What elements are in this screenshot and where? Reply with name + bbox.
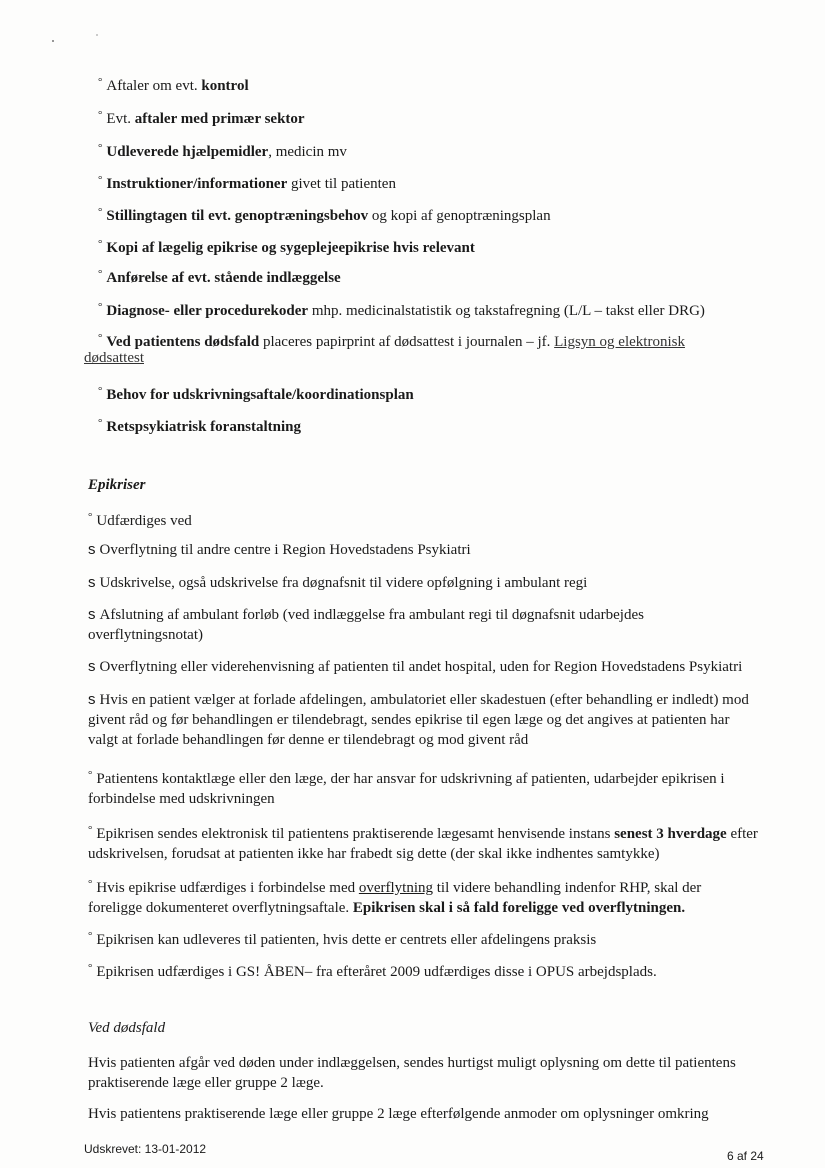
bullet-bold: Epikrisen skal i så fald foreligge ved overflytningen. [352, 900, 686, 916]
bullet-text: Epikrisen sendes elektronisk til patientens praktiserende lægesamt henvisende instans [96, 826, 615, 842]
bullet-text: Patientens kontaktlæge eller den læge, der har ansvar for udskrivning af patienten, udarbejder epikrisen i forbindelse med udskrivningen [88, 771, 725, 807]
overflytning-link[interactable]: overflytning [358, 880, 434, 896]
bullet-text: Overflytning eller viderehenvisning af patienten til andet hospital, uden for Region Hovedstadens Psykiatri [99, 659, 743, 675]
ligsyn-link-text[interactable]: dødsattest [84, 350, 144, 366]
bullet-bold: Kopi af lægelig epikrise og sygeplejeepikrise hvis relevant [106, 240, 475, 256]
bullet-text: Udskrivelse, også udskrivelse fra døgnafsnit til videre opfølgning i ambulant regi [99, 575, 588, 591]
s-bullet-item [88, 690, 758, 750]
section-heading-epikriser: Epikriser [88, 477, 146, 493]
bullet-marker: ° [98, 238, 103, 250]
print-date: Udskrevet: 13-01-2012 [84, 1142, 207, 1156]
bullet-marker: ° [88, 878, 93, 890]
bullet-marker: ° [88, 824, 93, 836]
page-number: 6 af 24 [727, 1149, 764, 1163]
bullet-text: Aftaler om evt. [106, 78, 202, 94]
bullet-bold: Instruktioner/informationer [106, 176, 288, 192]
bullet-text: Hvis epikrise udfærdiges i forbindelse med [96, 880, 359, 896]
bullet-item [88, 927, 596, 949]
bullet-marker: ° [98, 301, 103, 313]
s-bullet-item [88, 574, 587, 592]
bullet-item [88, 508, 192, 530]
s-bullet-item [88, 605, 688, 645]
bullet-marker: ° [98, 417, 103, 429]
bullet-text: Epikrisen kan udleveres til patienten, hvis dette er centrets eller afdelingens praksis [96, 932, 597, 948]
bullet-bold: Anførelse af evt. stående indlæggelse [106, 270, 341, 286]
s-marker: s [88, 574, 96, 591]
bullet-text: efter udskrivelsen, forudsat at patienten ikke har frabedt sig dette (der skal ikke indhentes samtykke) [88, 826, 758, 862]
bullet-item-rhp [88, 874, 728, 918]
bullet-item [88, 820, 758, 864]
s-marker: s [88, 658, 96, 675]
bullet-marker: ° [88, 962, 93, 974]
bullet-marker: ° [88, 769, 93, 781]
bullet-item [88, 959, 657, 981]
bullet-text: Evt. [106, 111, 135, 127]
section-heading-dodsfald: Ved dødsfald [88, 1020, 166, 1036]
ligsyn-link[interactable]: Ligsyn og elektronisk [554, 334, 685, 350]
bullet-text: Overflytning til andre centre i Region Hovedstadens Psykiatri [99, 542, 471, 558]
s-marker: s [88, 691, 96, 708]
bullet-bold: Diagnose- eller procedurekoder [106, 303, 309, 319]
bullet-bold: Behov for udskrivningsaftale/koordinationsplan [106, 387, 414, 403]
bullet-item [98, 265, 341, 287]
bullet-bold: Stillingtagen til evt. genoptræningsbehov [106, 208, 369, 224]
bullet-marker: ° [98, 206, 103, 218]
dodsfald-paragraph: Hvis patienten afgår ved døden under indlæggelsen, sendes hurtigst muligt oplysning om dette til patientens praktiserende læge eller gruppe 2 læge. [88, 1055, 736, 1091]
bullet-item [98, 298, 705, 320]
bullet-item [98, 414, 301, 436]
bullet-marker: ° [98, 142, 103, 154]
bullet-item [98, 139, 347, 161]
s-marker: s [88, 606, 96, 623]
bullet-bold: Retspsykiatrisk foranstaltning [106, 419, 302, 435]
scan-speck [96, 34, 98, 36]
s-marker: s [88, 541, 96, 558]
bullet-text: Udfærdiges ved [96, 513, 192, 529]
ligsyn-link-continued[interactable] [84, 349, 144, 367]
bullet-text: Epikrisen udfærdiges i GS! ÅBEN– fra efteråret 2009 udfærdiges disse i OPUS arbejdsplads. [96, 964, 657, 980]
bullet-item [98, 171, 396, 193]
bullet-bold: aftaler med primær sektor [134, 111, 305, 127]
dodsfald-paragraph: Hvis patientens praktiserende læge eller gruppe 2 læge efterfølgende anmoder om oplysninger omkring [88, 1106, 709, 1122]
bullet-marker: ° [88, 930, 93, 942]
bullet-item [98, 235, 475, 257]
bullet-bold: Udleverede hjælpemidler [106, 144, 269, 160]
s-bullet-item [88, 541, 471, 559]
bullet-bold: senest 3 hverdage [614, 826, 727, 842]
bullet-item [98, 73, 249, 95]
bullet-item [98, 382, 414, 404]
bullet-marker: ° [98, 109, 103, 121]
bullet-bold: kontrol [201, 78, 249, 94]
bullet-item [98, 106, 305, 128]
bullet-item [98, 203, 551, 225]
bullet-text: , medicin mv [268, 144, 347, 160]
scan-speck [52, 40, 54, 42]
bullet-text: til videre behandling indenfor RHP, skal der foreligge dokumenteret overflytningsaftale. [88, 880, 702, 916]
bullet-text: placeres papirprint af dødsattest i journalen – jf. [259, 334, 555, 350]
bullet-marker: ° [88, 511, 93, 523]
bullet-marker: ° [98, 332, 103, 344]
bullet-text: og kopi af genoptræningsplan [368, 208, 551, 224]
s-bullet-item [88, 658, 742, 676]
bullet-item [88, 765, 758, 809]
bullet-marker: ° [98, 174, 103, 186]
bullet-marker: ° [98, 268, 103, 280]
bullet-marker: ° [98, 385, 103, 397]
bullet-text: mhp. medicinalstatistik og takstafregning (L/L – takst eller DRG) [308, 303, 705, 319]
bullet-item-death [98, 329, 685, 351]
bullet-text: Afslutning af ambulant forløb (ved indlæggelse fra ambulant regi til døgnafsnit udarbejdes overflytningsnotat) [88, 607, 644, 643]
bullet-marker: ° [98, 76, 103, 88]
bullet-text: Hvis en patient vælger at forlade afdelingen, ambulatoriet eller skadestuen (efter behandling er indledt) mod givent råd og før behandlingen er tilendebragt, sendes epikrise til egen læge og det angives at patienten har valgt at forlade behandlingen før denne er tilendebragt og mod givent råd [88, 692, 749, 748]
bullet-text: givet til patienten [287, 176, 396, 192]
bullet-bold: Ved patientens dødsfald [106, 334, 260, 350]
